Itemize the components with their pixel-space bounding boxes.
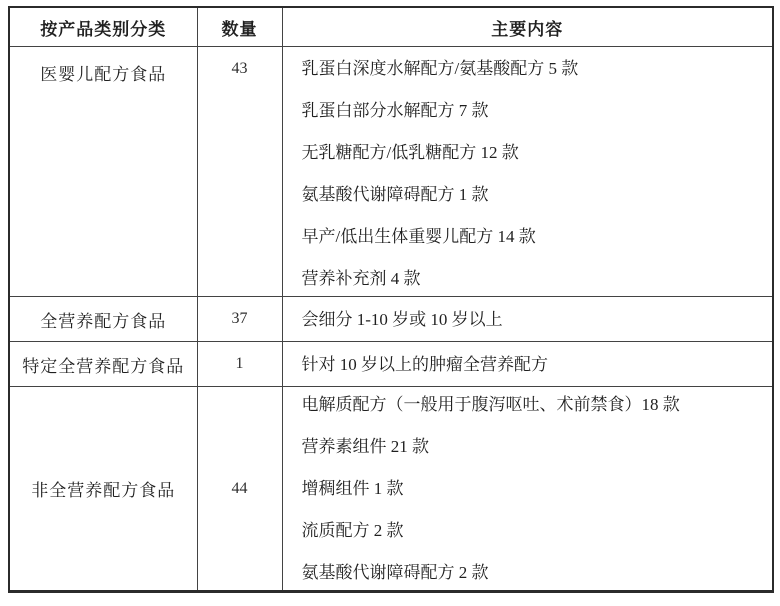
table-row-full-nutrition-formula [9, 297, 773, 342]
header-cell-category: 按产品类别分类 [9, 7, 197, 47]
content-line: 氨基酸代谢障碍配方 1 款 [301, 185, 489, 204]
category-cell: 全营养配方食品 [9, 297, 197, 342]
header-cell-count: 数量 [197, 7, 282, 47]
content-line: 流质配方 2 款 [301, 521, 404, 540]
header-cell-content: 主要内容 [282, 7, 773, 47]
product-category-table [8, 6, 774, 593]
content-line: 乳蛋白部分水解配方 7 款 [301, 101, 489, 120]
table-row-specific-full-nutrition-formula [9, 342, 773, 387]
content-line: 电解质配方（一般用于腹泻呕吐、术前禁食）18 款 [301, 395, 680, 414]
content-line: 无乳糖配方/低乳糖配方 12 款 [301, 143, 519, 162]
content-line: 乳蛋白深度水解配方/氨基酸配方 5 款 [301, 59, 579, 78]
content-line: 营养补充剂 4 款 [301, 269, 421, 288]
content-line: 会细分 1-10 岁或 10 岁以上 [301, 309, 503, 329]
count-cell: 44 [197, 387, 282, 592]
content-cell [282, 387, 773, 592]
category-cell: 医婴儿配方食品 [9, 47, 197, 297]
content-cell [282, 342, 773, 387]
content-line: 营养素组件 21 款 [301, 437, 429, 456]
category-cell: 特定全营养配方食品 [9, 342, 197, 387]
content-cell [282, 47, 773, 297]
content-line: 针对 10 岁以上的肿瘤全营养配方 [301, 354, 548, 374]
header-row [9, 7, 773, 47]
content-line: 早产/低出生体重婴儿配方 14 款 [301, 227, 536, 246]
table-row-medical-infant-formula [9, 47, 773, 297]
count-cell: 1 [197, 342, 282, 387]
content-cell [282, 297, 773, 342]
content-line: 增稠组件 1 款 [301, 479, 404, 498]
count-cell: 43 [197, 47, 282, 297]
content-line: 氨基酸代谢障碍配方 2 款 [301, 563, 489, 582]
table-row-non-full-nutrition-formula [9, 387, 773, 592]
category-cell: 非全营养配方食品 [9, 387, 197, 592]
count-cell: 37 [197, 297, 282, 342]
